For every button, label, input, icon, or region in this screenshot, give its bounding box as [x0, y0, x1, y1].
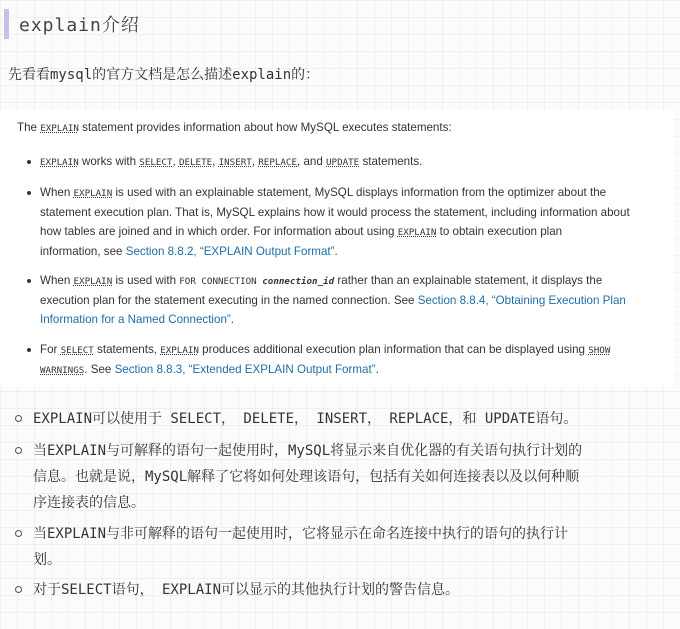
circle-bullet-icon — [15, 447, 22, 454]
text: When — [40, 274, 74, 287]
text: works with — [78, 155, 140, 168]
code-select[interactable]: SELECT — [60, 345, 94, 356]
code-select[interactable]: SELECT — [139, 157, 173, 168]
text: information, see — [40, 245, 126, 258]
text: . — [375, 363, 379, 376]
code-update[interactable]: UPDATE — [326, 157, 360, 168]
text: is used with — [112, 274, 180, 287]
link-extended-explain[interactable]: Section 8.8.3, “Extended EXPLAIN Output Format” — [114, 363, 376, 376]
bullet-dot — [27, 191, 31, 195]
text: statements. — [359, 155, 423, 168]
text: . See — [84, 363, 115, 376]
circle-bullet-icon — [15, 530, 22, 537]
list-item-line: 当EXPLAIN与非可解释的语句一起使用时，它将显示在命名连接中执行的语句的执行计 — [33, 526, 568, 542]
circle-bullet-icon — [15, 586, 22, 593]
code-explain[interactable]: EXPLAIN — [73, 188, 113, 199]
list-item — [33, 438, 658, 516]
circle-bullet-icon — [15, 415, 22, 422]
code-insert[interactable]: INSERT — [218, 157, 252, 168]
link-obtaining-execution-plan-cont[interactable]: Information for a Named Connection” — [40, 313, 231, 326]
list-item — [33, 406, 658, 432]
doc-line — [40, 360, 650, 380]
text: , — [172, 155, 179, 168]
doc-bullet-3 — [40, 271, 650, 329]
list-item-line: 当EXPLAIN与可解释的语句一起使用时，MySQL将显示来自优化器的有关语句执行计划的 — [33, 443, 583, 459]
code-explain[interactable]: EXPLAIN — [160, 345, 199, 356]
text: rather than an explainable statement, it displays the — [334, 274, 603, 287]
text: how tables are joined and in which order. For information about using — [40, 225, 398, 238]
code-show[interactable]: SHOW — [588, 345, 611, 356]
doc-line — [40, 310, 650, 329]
section-heading — [4, 6, 674, 42]
bullet-dot — [27, 348, 31, 352]
list-item-line: 对于SELECT语句， EXPLAIN可以显示的其他执行计划的警告信息。 — [33, 582, 460, 598]
text: is used with an explainable statement, MySQL displays information from the optimizer about the — [112, 186, 607, 199]
list-item — [33, 521, 658, 573]
code-explain[interactable]: EXPLAIN — [73, 276, 113, 287]
doc-line — [40, 340, 650, 360]
text: , — [212, 155, 219, 168]
doc-line: statement execution plan. That is, MySQL explains how it would process the statement, including information about — [40, 206, 630, 219]
text: statements, — [93, 343, 161, 356]
text: . — [334, 245, 338, 258]
text: , and — [297, 155, 327, 168]
code-for-connection: FOR CONNECTION — [179, 276, 263, 287]
code-explain[interactable]: EXPLAIN — [40, 123, 79, 134]
text: . — [230, 313, 234, 326]
bullet-dot — [27, 279, 31, 283]
code-explain[interactable]: EXPLAIN — [397, 227, 437, 238]
text: , — [251, 155, 259, 168]
doc-lead — [17, 121, 452, 134]
doc-bullet-1 — [40, 152, 650, 172]
code-explain[interactable]: EXPLAIN — [40, 157, 79, 168]
doc-line — [40, 242, 650, 261]
intro-paragraph: 先看看mysql的官方文档是怎么描述explain的： — [8, 67, 320, 83]
code-connection-id: connection_id — [262, 276, 335, 287]
doc-line — [40, 291, 650, 310]
mysql-doc-screenshot — [0, 110, 674, 387]
text: When — [40, 186, 74, 199]
heading-title: explain介绍 — [19, 15, 140, 36]
bullet-dot — [27, 160, 31, 164]
code-replace[interactable]: REPLACE — [258, 157, 297, 168]
doc-line — [40, 222, 650, 242]
doc-line — [40, 271, 650, 291]
code-delete[interactable]: DELETE — [178, 157, 213, 168]
doc-bullet-4 — [40, 340, 650, 380]
list-item — [33, 577, 658, 603]
text: The — [17, 121, 41, 134]
link-obtaining-execution-plan[interactable]: Section 8.8.4, “Obtaining Execution Plan — [417, 294, 626, 307]
heading-accent-bar — [4, 9, 9, 39]
list-item-line: 序连接表的信息。 — [33, 495, 145, 511]
list-item-line: 划。 — [33, 552, 61, 568]
text: produces additional execution plan information that can be displayed using — [198, 343, 589, 356]
text: execution plan for the statement executing in the named connection. See — [40, 294, 418, 307]
link-explain-output-format[interactable]: Section 8.8.2, “EXPLAIN Output Format” — [125, 245, 335, 258]
list-item-line: 信息。也就是说，MySQL解释了它将如何处理该语句，包括有关如何连接表以及以何种顺 — [33, 469, 580, 485]
code-warnings[interactable]: WARNINGS — [40, 365, 85, 376]
text: statement provides information about how MySQL executes statements: — [78, 121, 452, 134]
doc-bullet-2 — [40, 183, 650, 261]
doc-line — [40, 183, 650, 203]
text: to obtain execution plan — [436, 225, 563, 238]
list-item-line: EXPLAIN可以使用于 SELECT， DELETE， INSERT， REPLACE，和 UPDATE语句。 — [33, 411, 578, 427]
text: For — [40, 343, 61, 356]
